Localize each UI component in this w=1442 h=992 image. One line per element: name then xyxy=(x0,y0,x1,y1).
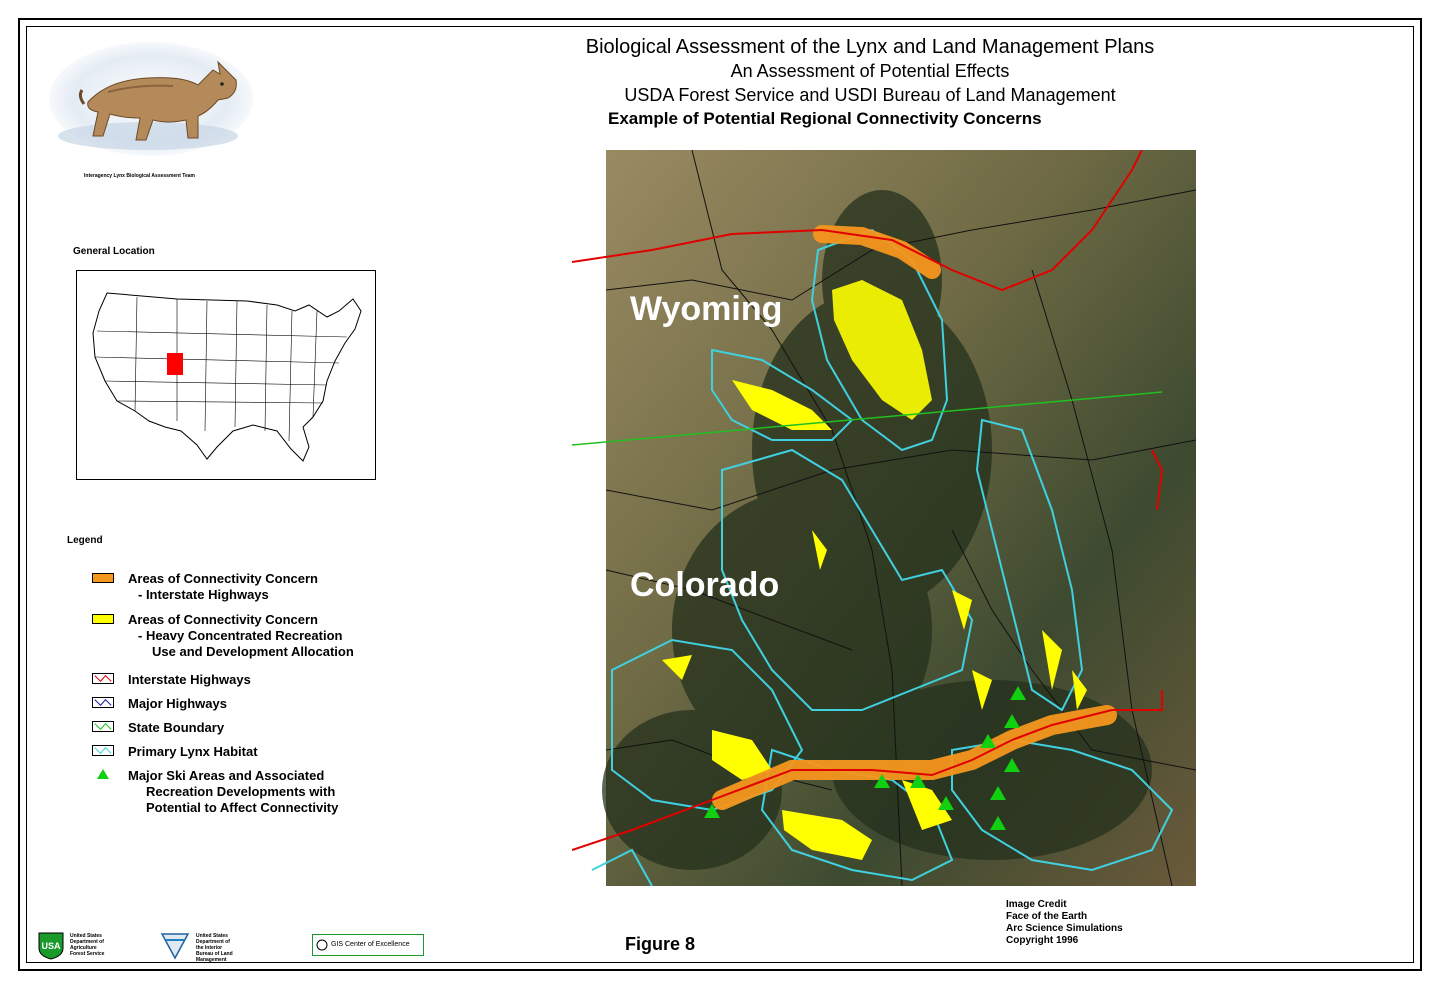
state-label-colorado: Colorado xyxy=(630,566,780,604)
lynx-illustration xyxy=(48,40,254,158)
green-line-swatch xyxy=(92,721,114,732)
agencies-line: USDA Forest Service and USDI Bureau of Land Management xyxy=(624,85,1116,105)
usda-shield-icon xyxy=(36,930,66,960)
blm-logo-text: United States Department of the Interior Bureau of Land Management xyxy=(196,933,233,963)
image-credit: Image Credit Face of the Earth Arc Science Simulations Copyright 1996 xyxy=(1006,899,1123,946)
page-title: Biological Assessment of the Lynx and Land Management Plans xyxy=(585,36,1155,58)
gis-center-logo: GIS Center of Excellence xyxy=(312,934,424,956)
legend-title: Legend xyxy=(67,535,103,546)
yellow-swatch xyxy=(92,614,114,624)
figure-label: Figure 8 xyxy=(625,934,696,954)
gis-emblem-icon xyxy=(316,939,328,951)
map-title: Example of Potential Regional Connectivity Concerns xyxy=(608,109,1042,128)
blue-line-swatch xyxy=(92,697,114,708)
orange-swatch xyxy=(92,573,114,583)
lynx-caption: Interagency Lynx Biological Assessment Team xyxy=(84,173,195,179)
study-area-marker xyxy=(167,353,183,375)
us-outline-map xyxy=(77,271,375,479)
blm-triangle-icon xyxy=(160,932,190,960)
green-triangle-icon xyxy=(96,768,110,780)
cyan-line-swatch xyxy=(92,745,114,756)
general-location-inset xyxy=(76,270,376,480)
svg-text:USA: USA xyxy=(41,941,61,951)
page-subtitle: An Assessment of Potential Effects xyxy=(730,61,1010,81)
general-location-label: General Location xyxy=(73,246,155,257)
regional-map xyxy=(572,150,1196,886)
red-line-swatch xyxy=(92,673,114,684)
usda-logo-text: United States Department of Agriculture Forest Service xyxy=(70,933,105,957)
state-label-wyoming: Wyoming xyxy=(630,290,783,328)
